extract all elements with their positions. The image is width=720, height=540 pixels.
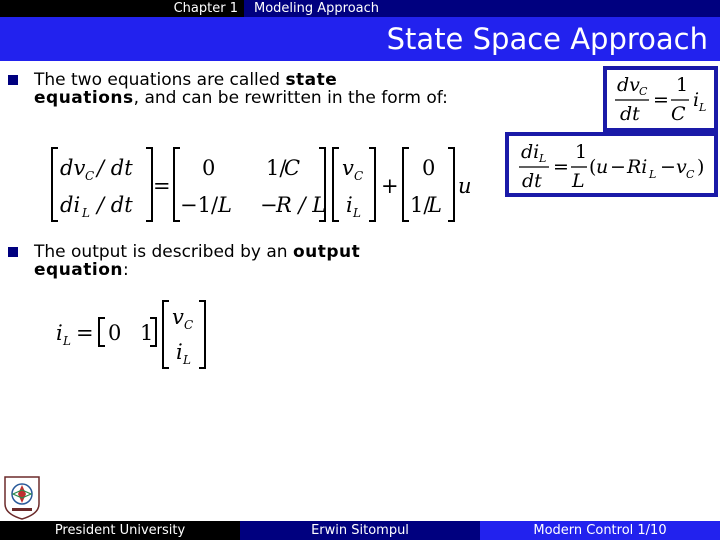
bullet-output-equation — [8, 243, 448, 279]
svg-text:1/: 1/ — [266, 156, 287, 180]
svg-text:1: 1 — [575, 141, 588, 163]
svg-text:L: L — [183, 353, 191, 367]
university-logo-icon — [2, 474, 42, 520]
footer-course-page: Modern Control 1/10 — [480, 521, 720, 540]
svg-text:L: L — [572, 170, 585, 192]
svg-text:1: 1 — [140, 321, 154, 345]
svg-text:dv: dv — [617, 74, 640, 96]
svg-text:dv: dv — [60, 156, 86, 180]
inductor-equation-box — [505, 132, 718, 197]
svg-text:C: C — [639, 85, 648, 98]
svg-text:C: C — [671, 103, 686, 125]
svg-text:di: di — [60, 193, 81, 217]
capacitor-equation-box — [603, 66, 718, 132]
svg-text:C: C — [284, 156, 301, 180]
slide-title: State Space Approach — [386, 22, 708, 56]
svg-text:L: L — [353, 206, 361, 220]
title-bar — [0, 17, 720, 61]
svg-text:): ) — [697, 156, 705, 178]
svg-text:i: i — [693, 89, 700, 111]
svg-text:i: i — [346, 193, 353, 217]
inductor-equation — [509, 136, 714, 193]
svg-text:i: i — [176, 340, 183, 364]
svg-text:L: L — [539, 152, 547, 165]
svg-text:−1/: −1/ — [180, 193, 219, 217]
bullet-text: The output is described by an output equation: — [34, 242, 361, 280]
svg-text:=: = — [153, 174, 171, 198]
svg-text:L: L — [218, 193, 232, 217]
svg-text:C: C — [85, 169, 95, 183]
svg-text:C: C — [686, 168, 695, 181]
svg-text:u: u — [596, 156, 609, 178]
top-bar — [0, 0, 720, 17]
svg-text:=: = — [653, 89, 669, 111]
bullet-marker — [8, 75, 18, 85]
svg-text:(: ( — [589, 156, 597, 178]
svg-text:L: L — [649, 168, 657, 181]
footer-institution: President University — [0, 521, 240, 540]
svg-text:dt: dt — [620, 103, 640, 125]
bullet-text: The two equations are called state equations, and can be rewritten in the form of: — [34, 70, 448, 108]
svg-text:−: − — [660, 156, 676, 178]
bullet-marker — [8, 247, 18, 257]
state-space-matrix-equation — [50, 145, 480, 225]
svg-text:i: i — [56, 321, 63, 345]
svg-text:v: v — [342, 156, 354, 180]
svg-text:v: v — [676, 156, 687, 178]
svg-text:−: − — [260, 193, 278, 217]
svg-text:dt: dt — [522, 170, 542, 192]
svg-text:1: 1 — [676, 74, 689, 96]
svg-text:+: + — [381, 174, 399, 198]
footer-author: Erwin Sitompul — [240, 521, 480, 540]
svg-text:u: u — [458, 174, 472, 198]
svg-text:C: C — [184, 318, 194, 332]
svg-text:/ dt: / dt — [97, 156, 133, 180]
svg-text:L: L — [428, 193, 442, 217]
svg-text:=: = — [553, 156, 569, 178]
chapter-tab — [0, 0, 244, 17]
svg-text:R / L: R / L — [276, 193, 327, 217]
output-equation — [50, 298, 220, 370]
capacitor-equation — [607, 70, 714, 128]
svg-text:Ri: Ri — [627, 156, 648, 178]
svg-text:0: 0 — [202, 156, 216, 180]
svg-text:0: 0 — [422, 156, 436, 180]
svg-text:−: − — [610, 156, 626, 178]
chapter-label: Chapter 1 — [173, 1, 238, 16]
svg-text:di: di — [521, 141, 540, 163]
svg-text:1/: 1/ — [410, 193, 431, 217]
svg-text:L: L — [63, 334, 71, 348]
footer — [0, 521, 720, 540]
svg-text:L: L — [699, 101, 707, 114]
svg-text:v: v — [172, 305, 184, 329]
svg-text:=: = — [76, 321, 94, 345]
bullet-state-equations — [8, 71, 448, 107]
svg-text:/ dt: / dt — [97, 193, 133, 217]
section-label: Modeling Approach — [254, 1, 380, 16]
svg-text:0: 0 — [108, 321, 122, 345]
svg-text:C: C — [354, 169, 364, 183]
svg-text:L: L — [82, 206, 90, 220]
